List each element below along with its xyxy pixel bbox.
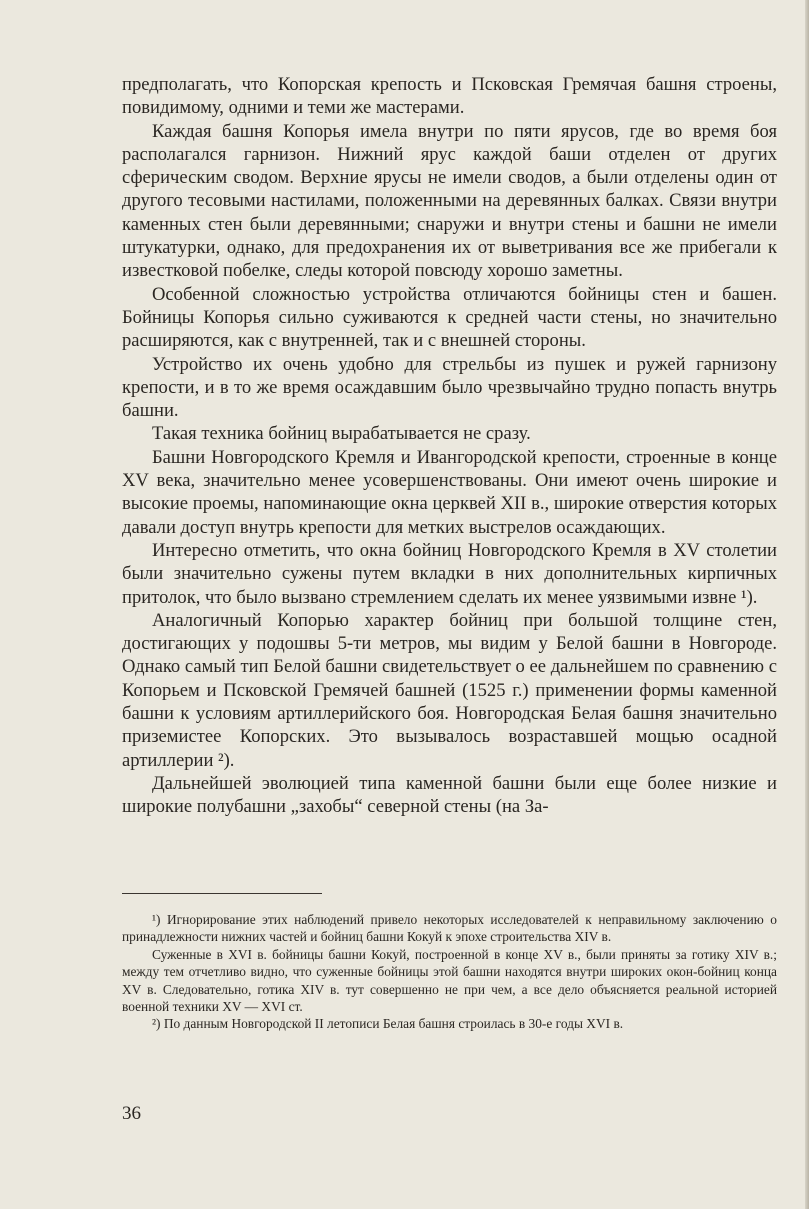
paragraph-3: Особенной сложностью устройства отличаются бойницы стен и башен. Бойницы Копорья сильно суживаются к средней части стены, но значительно расширяются, как с внутренней, так и с внешней стороны. (122, 283, 777, 352)
page-edge (805, 0, 809, 1209)
paragraph-5: Такая техника бойниц вырабатывается не сразу. (152, 423, 531, 445)
paragraph-2: Каждая башня Копорья имела внутри по пяти ярусов, где во время боя располагался гарнизон. Нижний ярус каждой баши отделен от других сферическим сводом. Верхние ярусы не имели сводов, а были отделены один от другого тесовыми настилами, положенными на деревянных балках. Связи внутри каменных стен были деревянными; снаружи и внутри стены и башни не имели штукатурки, однако, для предохранения их от выветривания все же прибегали к известковой побелке, следы которой повсюду хорошо заметны. (122, 120, 777, 282)
footnote-1-continued: Суженные в XVI в. бойницы башни Кокуй, построенной в конце XV в., были приняты за готику XIV в.; между тем отчетливо видно, что суженные бойницы этой башни находятся внутри широких окон-бойниц конца XV в. Следовательно, готика XIV в. тут совершенно не при чем, а все дело объясняется реальной историей военной техники XV — XVI ст. (122, 946, 777, 1015)
paragraph-6: Башни Новгородского Кремля и Ивангородской крепости, строенные в конце XV века, значительно менее усовершенствованы. Они имеют очень широкие и высокие проемы, напоминающие окна церквей XII в., широкие отверстия которых давали доступ внутрь крепости для метких выстрелов осаждающих. (122, 446, 777, 538)
footnote-divider (122, 893, 322, 894)
paragraph-4: Устройство их очень удобно для стрельбы из пушек и ружей гарнизону крепости, и в то же время осаждавшим было чрезвычайно трудно попасть внутрь башни. (122, 353, 777, 422)
paragraph-9: Дальнейшей эволюцией типа каменной башни были еще более низкие и широкие полубашни „захобы“ северной стены (на За- (122, 772, 777, 818)
main-text (122, 73, 777, 819)
paragraph-1: предполагать, что Копорская крепость и Псковская Гремячая башня строены, повидимому, одними и теми же мастерами. (122, 74, 777, 119)
paragraph-7: Интересно отметить, что окна бойниц Новгородского Кремля в XV столетии были значительно сужены путем вкладки в них дополнительных кирпичных притолок, что было вызвано стремлением сделать их менее уязвимыми извне ¹). (122, 539, 777, 608)
footnotes (122, 911, 777, 1033)
paragraph-8: Аналогичный Копорью характер бойниц при большой толщине стен, достигающих у подошвы 5-ти метров, мы видим у Белой башни в Новгороде. Однако самый тип Белой башни свидетельствует о ее дальнейшем по сравнению с Копорьем и Псковской Гремячей башней (1525 г.) применении формы каменной башни к условиям артиллерийского боя. Новгородская Белая башня значительно приземистее Копорских. Это вызывалось возраставшей мощью осадной артиллерии ²). (122, 609, 777, 771)
footnote-2: ²) По данным Новгородской II летописи Белая башня строилась в 30-е годы XVI в. (152, 1016, 624, 1032)
page-number: 36 (122, 1103, 141, 1124)
footnote-1: ¹) Игнорирование этих наблюдений привело некоторых исследователей к неправильному заключению о принадлежности нижних частей и бойниц башни Кокуй к эпохе строительства XIV в. (122, 912, 777, 945)
